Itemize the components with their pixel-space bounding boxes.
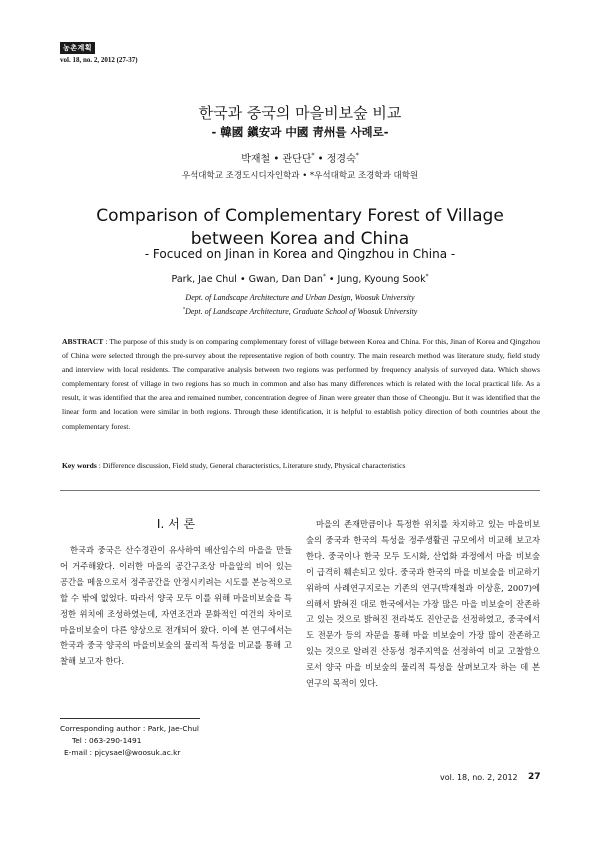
keywords-text: : Difference discussion, Field study, General characteristics, Literature study, Physical characteristics (98, 461, 406, 470)
authors-english (0, 274, 600, 285)
footnote-email: E-mail : pjcysael@woosuk.ac.kr (64, 748, 181, 757)
author-en-2-mark: * (322, 274, 326, 280)
author-ko-2-mark: * (311, 152, 315, 160)
author-en-2: Gwan, Dan Dan (248, 274, 323, 286)
footnote-divider (60, 718, 200, 719)
author-ko-1: 박재철 (241, 154, 271, 165)
footer-volume: vol. 18, no. 2, 2012 (440, 773, 518, 782)
affiliation-english-1: Dept. of Landscape Architecture and Urban Design, Woosuk University (185, 293, 415, 302)
title-english-line1: Comparison of Complementary Forest of Village (96, 206, 504, 226)
author-separator: • (328, 274, 335, 286)
author-ko-2: 관단단 (282, 154, 312, 165)
subtitle-english: - Focuced on Jinan in Korea and Qingzhou in China - (144, 247, 456, 261)
keywords (62, 461, 540, 470)
author-en-3-mark: * (425, 274, 429, 280)
intro-paragraph-left: 한국과 중국은 산수경관이 유사하여 배산임수의 마을을 만들어 거주해왔다. 이러한 마을의 공간구조상 마을앞의 비어 있는 공간을 메움으로서 정주공간을 안정시키려는 시도를 본능적으로 할 수 밖에 없었다. 따라서 양국 모두 이를 위해 마을비보숲을 특정한 위치에 조성하였는데, 자연조건과 문화적인 여건의 차이로 마을비보숲이 다른 양상으로 전개되어 왔다. 이에 본 연구에서는 한국과 중국 양국의 마을비보숲의 물리적 특성을 비교를 통해 고찰해 보고자 한다. (60, 545, 292, 667)
volume-line: vol. 18, no. 2, 2012 (27-37) (60, 56, 138, 64)
page-number: 27 (528, 772, 541, 782)
authors-korean (0, 150, 600, 165)
journal-badge: 농촌계획 (60, 42, 95, 54)
author-separator: • (317, 154, 324, 165)
section-divider (60, 490, 540, 491)
author-separator: • (273, 154, 280, 165)
title-english (0, 205, 600, 251)
affiliation-korean: 우석대학교 조경도시디자인학과 • *우석대학교 조경학과 대학원 (181, 171, 419, 181)
intro-paragraph-right: 마을의 존재만큼이나 특정한 위치를 차지하고 있는 마을비보숲의 중국과 한국의 특성을 정주생활권 규모에서 비교해 보고자 한다. 중국이나 한국 모두 도시화, 산업화 과정에서 마을 비보숲이 급격히 훼손되고 있다. 중국과 한국의 마을 비보숲을 비교하기 위하여 사례연구지로는 기존의 연구(박재철과 이상훈, 2007)에 의해서 밝혀진 대로 한국에서는 가장 많은 마을 비보숲이 잔존하고 있는 것으로 밝혀진 전라북도 진안군을 선정하였고, 중국에서도 전문가 등의 자문을 통해 마을 비보숲이 가장 많이 잔존하고 있는 것으로 알려진 산동성 청주지역을 선정하여 비교 고찰함으로서 양국 마을 비보숲의 물리적 특성을 살펴보고자 하는 데 본 연구의 목적이 있다. (306, 519, 540, 689)
title-korean: 한국과 중국의 마을비보숲 비교 (198, 104, 402, 122)
abstract-text: : The purpose of this study is on comparing complementary forest of village between Korea and China. For this, Jinan of Korea and Qingzhou of China were selected through the pre-survey about the representative region of both country. The main research method was literature study, field study and interview with local residents. The comparative analysis between two regions was performed by frequency analysis of surveyed data. Which shows complementary forest of village in two regions has so much in common and also has many differences which is related with the local practical life. As a result, it was identified that the area and remained number, concentration degree of Jinan were greater than those of Cheongju. But it was identified that the linear form and location were similar in both regions. Through these identification, it is helpful to establish policy direction of both countries about the complementary forest. (62, 337, 540, 431)
abstract (62, 335, 540, 434)
keywords-label: Key words (62, 461, 97, 470)
author-separator: • (239, 274, 246, 286)
section-heading-introduction: I. 서 론 (156, 517, 196, 531)
affiliation-english-2-text: Dept. of Landscape Architecture, Graduate School of Woosuk University (185, 307, 418, 316)
affiliation-english-2 (0, 307, 600, 316)
affiliation-mark: * (182, 307, 186, 313)
author-ko-3-mark: * (355, 152, 359, 160)
footnote-author: Corresponding author : Park, Jae-Chul (60, 724, 199, 733)
author-ko-3: 정경숙 (326, 154, 356, 165)
author-en-1: Park, Jae Chul (171, 274, 237, 286)
footnote-tel: Tel : 063-290-1491 (72, 736, 142, 745)
title-english-line2: between Korea and China (190, 229, 410, 249)
abstract-label: ABSTRACT (62, 337, 104, 346)
author-en-3: Jung, Kyoung Sook (337, 274, 426, 286)
subtitle-korean: - 韓國 鎭安과 中國 靑州를 사례로- (211, 125, 389, 139)
